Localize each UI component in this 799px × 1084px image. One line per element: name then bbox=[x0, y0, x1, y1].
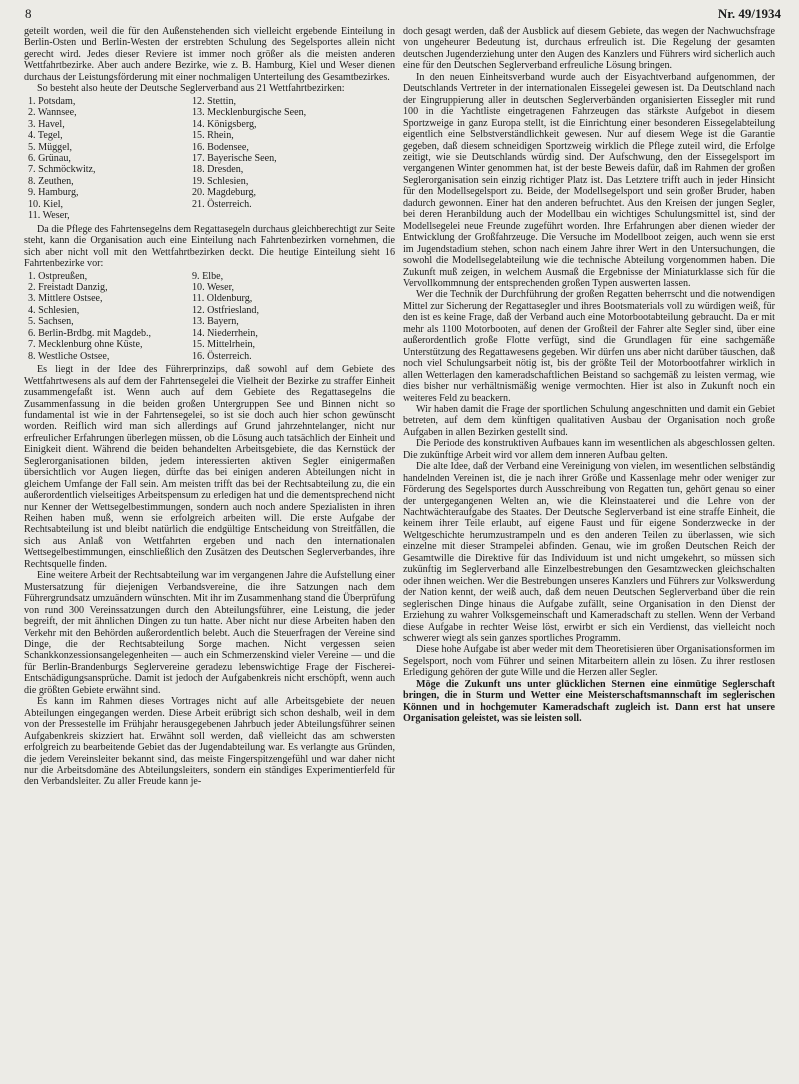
wettfahrt-district-list bbox=[28, 96, 395, 222]
left-column bbox=[24, 26, 395, 788]
list-item: 2. Wannsee, bbox=[28, 107, 77, 119]
page-number: 8 bbox=[25, 6, 32, 21]
list-item: 1. Ostpreußen, bbox=[28, 270, 88, 282]
paragraph: doch gesagt werden, daß der Ausblick auf diesem Gebiete, das wegen der Nachwuchsfrage von ungeheurer Bedeutung ist, durchaus erfreulich ist. Die Regelung der gesamten deutschen Jugenderziehung unter den Augen des Kanzlers und Führers wird sicherlich auch eine für den Deutschen Seglerverband erfreuliche Lösung bringen. bbox=[403, 26, 775, 72]
paragraph: Wir haben damit die Frage der sportlichen Schulung angeschnitten und damit ein Gebiet betreten, auf dem dem künftigen qualitativen Ausbau der Organisation noch große Aufgaben in allen Bezirken gestellt sind. bbox=[403, 403, 775, 438]
list-item bbox=[192, 210, 395, 221]
list-item: 17. Bayerische Seen, bbox=[192, 152, 277, 164]
list-item: 15. Mittelrhein, bbox=[192, 339, 256, 351]
list-item: 15. Rhein, bbox=[192, 130, 234, 142]
list-item: 9. Hamburg, bbox=[28, 187, 79, 199]
list-item: 6. Berlin-Brdbg. mit Magdeb., bbox=[28, 327, 152, 339]
list-item: 3. Havel, bbox=[28, 118, 65, 130]
issue-number: Nr. 49/1934 bbox=[717, 6, 781, 21]
list-item: 10. Kiel, bbox=[28, 198, 64, 210]
list-item: 6. Grünau, bbox=[28, 152, 71, 164]
list-item: 4. Tegel, bbox=[28, 130, 63, 142]
fahrten-district-list bbox=[28, 271, 395, 363]
paragraph: Diese hohe Aufgabe ist aber weder mit dem Theoretisieren über Organisationsformen im Segelsport, noch vom Führer und seinen Mitarbeitern allein zu lösen. Zu ihrer restlosen Erledigung gehören der gute Wille und die Herzen aller Segler. bbox=[403, 644, 775, 679]
closing-paragraph: Möge die Zukunft uns unter glücklichen Sternen eine einmütige Seglerschaft bringen, die in Sturm und Wetter eine Meisterschaftsmannschaft im seglerischen Können und in hochgemuter Kameradschaft zugleich ist. Dann erst hat unsere Organisation geleistet, was sie leisten soll. bbox=[403, 678, 775, 725]
paragraph: Die alte Idee, daß der Verband eine Vereinigung von vielen, im wesentlichen selbständig handelnden Vereinen ist, die je nach ihrer Größe und Kassenlage mehr oder weniger zur Förderung des Segelsportes durch Ausschreibung von Regatten tun, gehört genau so einer der untergegangenen Welten an, wie die Kleinstaaterei und die Lehre von der Nachtwächteraufgabe des Staates. Der Deutsche Seglerverband ist eine straffe Einheit, die keinem ihrer Teile erlaubt, auf eigene Faust und für eigene Sonderzwecke in der Weltgeschichte herumzustrampeln und es den anderen Teilen zu überlassen, wie sich einzelne mit dieser Strampelei abfinden. Genau, wie im großen Deutschen Reich der Gesamtwille die Direktive für das Individuum ist und nicht umgekehrt, so müssen sich zukünftig im Seglerverband alle Einzelbestrebungen den Gesamtzwecken gleichschalten oder ihnen weichen. Wer die Bestrebungen unseres Kanzlers und Führers zur Volkswerdung der Nation kennt, der weiß auch, daß dem neuen Deutschen Seglerverband über die rein seglerischen Dinge hinaus die Aufgabe zufällt, seine Organisation in den Dienst der Erziehung zu wahrer Volksgemeinschaft und Kameradschaft zu stellen. Wenn der Verband diese Aufgabe in rechter Weise löst, erwirbt er sich ein Verdienst, das vielleicht noch schwerer wiegt als sein ganzes sportliches Programm. bbox=[403, 461, 775, 645]
list-item: 10. Weser, bbox=[192, 281, 235, 293]
list-item: 8. Westliche Ostsee, bbox=[28, 350, 110, 362]
paragraph: Die Periode des konstruktiven Aufbaues kann im wesentlichen als abgeschlossen gelten. Die zukünftige Arbeit wird vor allem dem inneren Aufbau gelten. bbox=[403, 438, 775, 461]
list-item: 4. Schlesien, bbox=[28, 304, 80, 316]
list-item: 13. Bayern, bbox=[192, 316, 239, 328]
list-item: 14. Niederrhein, bbox=[192, 327, 258, 339]
list-item: 3. Mittlere Ostsee, bbox=[28, 293, 103, 305]
list-item: 9. Elbe, bbox=[192, 270, 224, 282]
list-item: 19. Schlesien, bbox=[192, 175, 249, 187]
list-item: 8. Zeuthen, bbox=[28, 175, 74, 187]
list-item: 20. Magdeburg, bbox=[192, 187, 257, 199]
list-item: 2. Freistadt Danzig, bbox=[28, 281, 108, 293]
paragraph: Eine weitere Arbeit der Rechtsabteilung war im vergangenen Jahre die Aufstellung einer Mustersatzung für diejenigen Verbandsvereine, die ihre Satzungen nach dem Führergrundsatz umzuändern wünschten. Mit ihr im Zusammenhang stand die Überprüfung von rund 300 Vereinssatzungen durch den Abteilungsführer, eine Leistung, die jeder begreift, der mit ähnlichen Dingen zu tun hatte. Aber nicht nur diese Arbeiten haben den Verkehr mit den Behörden außerordentlich belebt. Auch die Steuerfragen der Vereine sind Dinge, die der Rechtsabteilung Sorge machen. Nicht vergessen seien Schankkonzessionsangelegenheiten — auch ein Schmerzenskind vieler Vereine — und die für Berlin-Brandenburgs Seglervereine geradezu lebenswichtige Frage der Fischerei-Entschädigungsansprüche. Damit ist jedoch der Aufgabenkreis nicht erschöpft, wenn auch die größten Gebiete erwähnt sind. bbox=[24, 570, 395, 696]
paragraph: In den neuen Einheitsverband wurde auch der Eisyachtverband aufgenommen, der Deutschlands Vertreter in der internationalen Eissegelei gewesen ist. Da Deutschland nach der Eingruppierung aller in deutschen Seglerverbänden organisierten Eissegler mit rund 100 in die Yachtliste eingetragenen Fahrzeugen das stärkste Aufgebot in diesem Sportzweige in ganz Europa stellt, ist die Einrichtung einer besonderen Eissegelabteilung eigentlich eine Selbstverständlichkeit gewesen. Nur auf diesem Wege ist die Garantie gegeben, daß diesem schneidigen Sportzweig wirklich die Pflege zuteil wird, die Erfolge zeitigt, wie sie Deutschlands würdig sind. Der Aufschwung, den der Eissegelsport im vergangenen Winter genommen hat, ist der beste Beweis dafür, daß im Rahmen der großen Seglerorganisation sein einzig richtiger Platz ist. Das Letztere trifft auch in jeder Hinsicht für den Modellsegelsport zu. Beide, der Modellsegelsport und sein großer Bruder, haben dadurch gewonnen. Einer hat den anderen befruchtet. Aus den Kreisen der jungen Segler, bei deren Heranbildung auch der Modellbau ein wichtiges Schulungsmittel ist, sind der Modellsegelei neue Freunde zugeführt worden. Ihre Erfahrungen aber dienen wieder der Entwicklung der Großfahrzeuge. Die Versuche im Modellboot zeigen, auch wenn sie erst im Jugendstadium stehen, schon nach einem Jahre ihrer Wert in den Untersuchungen, die sowohl die Modellsegelabteilung wie die technische Abteilung vorgenommen haben. Die Zukunft muß zeigen, in welchem Ausmaß die Ergebnisse der Miniaturklasse sich für die Vervollkommnung der entsprechenden großen Typen auswerten lassen. bbox=[403, 71, 775, 289]
paragraph: Da die Pflege des Fahrtensegelns dem Regattasegeln durchaus gleichberechtigt zur Seite steht, kann die Organisation auch eine Einteilung nach Fahrtenbezirken vornehmen, die sich aber nicht voll mit den Wettfahrtbezirken deckt. Die heutige Einteilung sieht 16 Fahrtenbezirke vor: bbox=[24, 223, 395, 270]
list-item: 7. Schmöckwitz, bbox=[28, 164, 96, 176]
right-column bbox=[403, 26, 775, 725]
list-item: 13. Mecklenburgische Seen, bbox=[192, 107, 307, 119]
paragraph: geteilt worden, weil die für den Außenstehenden sich vielleicht ergebende Einteilung in Berlin-Osten und Berlin-Westen der erstrebten Schulung des Segelsportes allein nicht gerecht wird. Jedes dieser Reviere ist immer noch größer als die meisten anderen Wettfahrtbezirke. Aber auch andere Bezirke, wie z. B. Hamburg, Kiel und Weser dienen durchaus der Leistungsförderung mit einer nochmaligen Unterteilung des Gesamtbezirkes. bbox=[24, 26, 395, 83]
list-item: 18. Dresden, bbox=[192, 164, 244, 176]
list-item: 11. Weser, bbox=[28, 210, 70, 222]
paragraph: Wer die Technik der Durchführung der großen Regatten beherrscht und die notwendigen Mittel zur Sicherung der Regattasegler und ihres Bootsmaterials voll zu würdigen weiß, für den ist es keine Frage, daß der Verband auch eine Motorbootabteilung gebraucht. Da er mit mehr als 1100 Motorbooten, auf denen der Großteil der Fahrer alte Segler sind, über eine außerordentlich große Flotte verfügt, sind die Grundlagen für eine sachgemäße Unterstützung des Regattawesens gegeben. Wir dürfen uns aber nicht darüber täuschen, daß noch viel Schulungsarbeit nötig ist, bis der größte Teil der Motorbootfahrer wirklich in allen Wetterlagen den kameradschaftlichen Beistand so sachgemäß zu leisten vermag, wie dies bisher nur verhältnismäßig wenige vermochten. Hier ist also in Zukunft noch ein weiteres Feld zu beackern. bbox=[403, 289, 775, 404]
list-item: 5. Sachsen, bbox=[28, 316, 74, 328]
list-item: 21. Österreich. bbox=[192, 198, 252, 210]
list-item: 11. Oldenburg, bbox=[192, 293, 253, 305]
list-item: 16. Bodensee, bbox=[192, 141, 249, 153]
list-item: 7. Mecklenburg ohne Küste, bbox=[28, 339, 143, 351]
list-item: 16. Österreich. bbox=[192, 350, 252, 362]
list-item: 14. Königsberg, bbox=[192, 118, 257, 130]
list-item: 5. Müggel, bbox=[28, 141, 73, 153]
paragraph: So besteht also heute der Deutsche Seglerverband aus 21 Wettfahrtbezirken: bbox=[37, 83, 345, 95]
paragraph: Es kann im Rahmen dieses Vortrages nicht auf alle Arbeitsgebiete der neuen Abteilungen eingegangen werden. Diese Arbeit erübrigt sich schon deshalb, weil in dem von der Pressestelle im Frühjahr herausgegebenen Jahrbuch jeder Abteilungsführer seinen Aufgabenkreis skizziert hat. Erwähnt soll werden, daß vielleicht das am schwersten erfolgreich zu bearbeitende Gebiet das der Jugendabteilung war. Es verlangte aus Gründen, die jedem Vereinsleiter bekannt sind, das meiste Fingerspitzengefühl und war daher nicht nur die Arbeitsdomäne des Abteilungsleiters, sondern ein ständiges Experimentierfeld für den Verbandsleiter. Zu aller Freude kann je- bbox=[24, 696, 395, 788]
list-item: 12. Stettin, bbox=[192, 95, 237, 107]
list-item: 1. Potsdam, bbox=[28, 95, 76, 107]
list-item: 12. Ostfriesland, bbox=[192, 304, 259, 316]
paragraph: Es liegt in der Idee des Führerprinzips, daß sowohl auf dem Gebiete des Wettfahrtwesens als auf dem der Fahrtensegelei die Vielheit der Bezirke zu straffer Einheit zusammengefaßt ist. Wenn auch auf dem Gebiete des Regattasegelns die Zusammenfassung in die beiden großen Untergruppen See und Binnen nicht so fundamental ist wie in der Fahrtensegelei, so ist sie doch auch hier schon gewünscht worden. Reiflich wird man sich allerdings auf Grund jahrzehntelanger, nicht nur erfreulicher Erfahrungen überlegen müssen, ob die Lösung auch tatsächlich der Einheit und Einigkeit dient. Während die beiden behandelten Arbeitsgebiete, die das Kernstück der Seglerorganisationen bilden, jedem interessierten aktiven Segler einigermaßen übersichtlich vor Augen liegen, dürfte das bei einigen anderen Abteilungen nicht in gleichem Umfange der Fall sein. Am meisten trifft das bei der Rechtsabteilung zu, die ein außerordentlich vielseitiges Arbeitspensum zu erledigen hat und die dementsprechend nicht nur Kenner der Wettsegelbestimmungen, sondern auch noch andere Spezialisten in ihren Reihen haben muß, wenn sie erfolgreich arbeiten will. Die erste Aufgabe der Rechtsabteilung ist und bleibt natürlich die endgültige Entscheidung von Streitfällen, die sich aus Anlaß von Wettfahrten ergeben und nach den internationalen Wettsegelbestimmungen, einschließlich den Zusätzen des Deutschen Seglerverbandes, ihre Rechtsquelle finden. bbox=[24, 364, 395, 570]
